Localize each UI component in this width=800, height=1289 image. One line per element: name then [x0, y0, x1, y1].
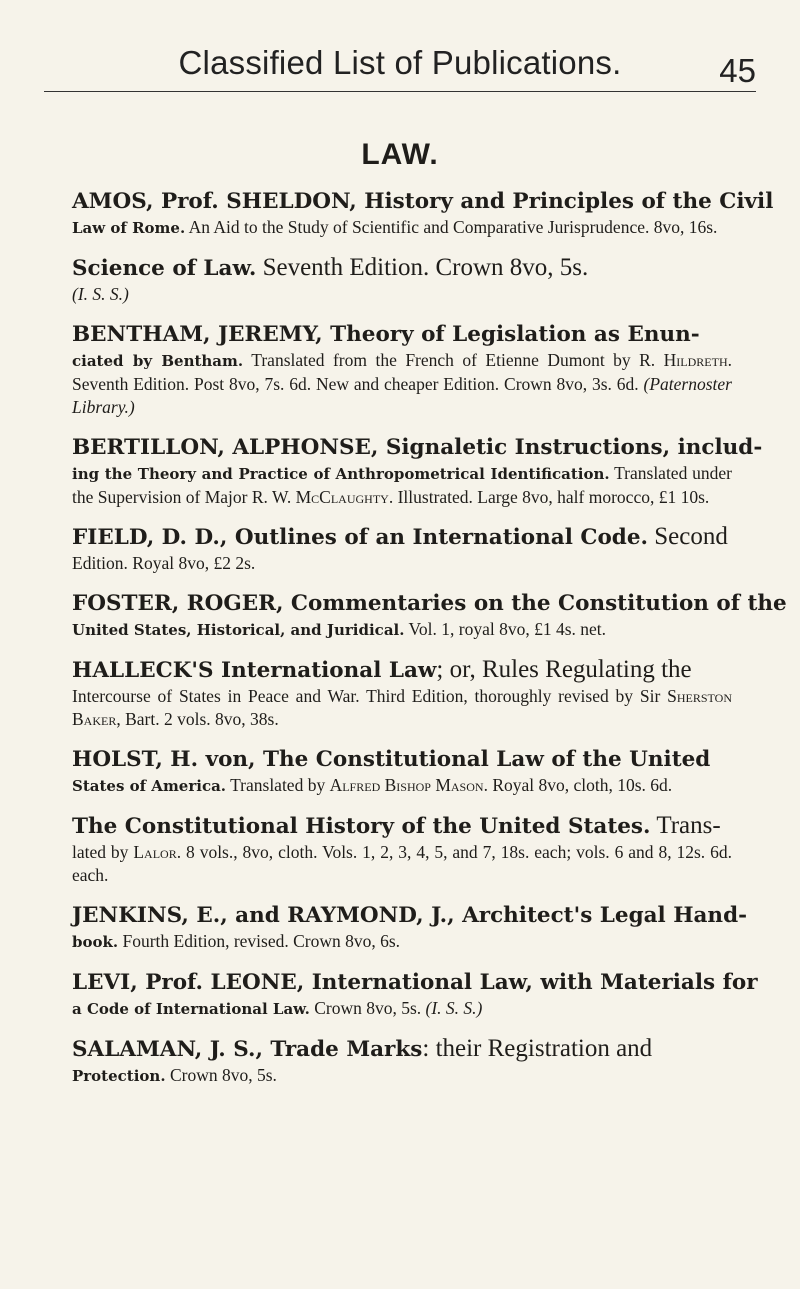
entry-constitutional-history [72, 811, 732, 887]
entry-headword: BENTHAM, JEREMY, Theory of Legislation as Enun- [72, 322, 700, 347]
entry-amos [72, 186, 774, 240]
entry-title-continuation: book. [72, 933, 119, 951]
entry-science-of-law [72, 253, 732, 306]
entry-headword: Science of Law. [72, 256, 257, 281]
entry-headword: FIELD, D. D., Outlines of an International Code. [72, 525, 648, 550]
entry-description: Crown 8vo, 5s. [309, 998, 426, 1018]
entry-edition: Trans- [650, 812, 721, 839]
entry-title-continuation: States of America. [72, 777, 227, 795]
entry-headword: BERTILLON, ALPHONSE, Signaletic Instructions, includ- [72, 435, 763, 460]
entry-subtitle: ; or, Rules Regulating the [436, 656, 692, 683]
entry-salaman [72, 1034, 732, 1088]
entry-list [72, 186, 787, 1101]
entry-description: Translated by [226, 775, 330, 795]
entry-description-2: Seventh Edition. Post 8vo, 7s. 6d. New and cheaper Edition. Crown 8vo, 3s. 6d. [72, 374, 644, 394]
entry-headword: SALAMAN, J. S., Trade Marks [72, 1037, 423, 1062]
entry-headword: HALLECK'S International Law [72, 658, 437, 683]
entry-headword: AMOS, Prof. SHELDON, History and Principles of the Civil [72, 189, 774, 214]
entry-series: (I. S. S.) [72, 284, 129, 304]
entry-description: Fourth Edition, revised. Crown 8vo, 6s. [118, 931, 401, 951]
entry-headword: The Constitutional History of the United States. [72, 814, 651, 839]
entry-description-2: Illustrated. Large 8vo, half morocco, £1 10s. [393, 487, 710, 507]
entry-halleck [72, 655, 732, 731]
page-number: 45 [719, 52, 756, 89]
page-header [44, 36, 756, 96]
entry-bentham [72, 319, 732, 419]
section-heading: LAW. [361, 138, 439, 171]
entry-bertillon [72, 432, 763, 509]
entry-subtitle: : their Registration and [422, 1035, 653, 1062]
entry-title-continuation: Protection. [72, 1067, 166, 1085]
entry-edition: Seventh Edition. Crown 8vo, 5s. [256, 254, 589, 281]
entry-holst [72, 744, 732, 798]
entry-headword: JENKINS, E., and RAYMOND, J., Architect's Legal Hand- [72, 903, 748, 928]
entry-person: Sherston Baker, [72, 686, 732, 729]
entry-levi [72, 967, 758, 1021]
entry-description: lated by [72, 842, 134, 862]
entry-title-continuation: United States, Historical, and Juridical. [72, 621, 405, 639]
entry-description: Translated under the Supervision of Major R. W. [72, 463, 732, 507]
entry-description: Edition. Royal 8vo, £2 2s. [72, 553, 256, 573]
entry-description: Crown 8vo, 5s. [165, 1065, 277, 1085]
entry-series: (I. S. S.) [425, 998, 483, 1018]
entry-description: An Aid to the Study of Scientific and Comparative Jurisprudence. 8vo, 16s. [185, 217, 718, 237]
entry-description-2: 8 vols., 8vo, cloth. Vols. 1, 2, 3, 4, 5, and 7, 18s. each; vols. 6 and 8, 12s. 6d. each. [72, 842, 732, 885]
entry-title-continuation: ing the Theory and Practice of Anthropometrical Identification. [72, 465, 610, 483]
entry-person: Lalor. [133, 842, 182, 862]
entry-title-continuation: Law of Rome. [72, 219, 186, 237]
entry-person: Hildreth. [663, 350, 732, 370]
entry-series: (Paternoster Library.) [72, 374, 732, 417]
entry-title-continuation: ciated by Bentham. [72, 352, 244, 370]
entry-person: McClaughty. [295, 487, 394, 507]
entry-headword: HOLST, H. von, The Constitutional Law of the United [72, 747, 711, 772]
header-rule [44, 91, 756, 92]
entry-headword: FOSTER, ROGER, Commentaries on the Constitution of the [72, 591, 787, 616]
entry-description: Vol. 1, royal 8vo, £1 4s. net. [404, 619, 607, 639]
entry-jenkins [72, 900, 748, 954]
entry-foster [72, 588, 787, 642]
entry-headword: LEVI, Prof. LEONE, International Law, with Materials for [72, 970, 758, 995]
entry-description-2: Royal 8vo, cloth, 10s. 6d. [487, 775, 673, 795]
running-title: Classified List of Publications. [178, 44, 622, 81]
entry-person: Alfred Bishop Mason. [329, 775, 488, 795]
entry-field [72, 522, 732, 575]
entry-description-2: Bart. 2 vols. 8vo, 38s. [120, 709, 279, 729]
entry-edition: Second [648, 523, 728, 550]
entry-description: Intercourse of States in Peace and War. Third Edition, thoroughly revised by Sir [72, 686, 668, 706]
entry-title-continuation: a Code of International Law. [72, 1000, 310, 1018]
entry-description: Translated from the French of Etienne Dumont by R. [243, 350, 664, 370]
